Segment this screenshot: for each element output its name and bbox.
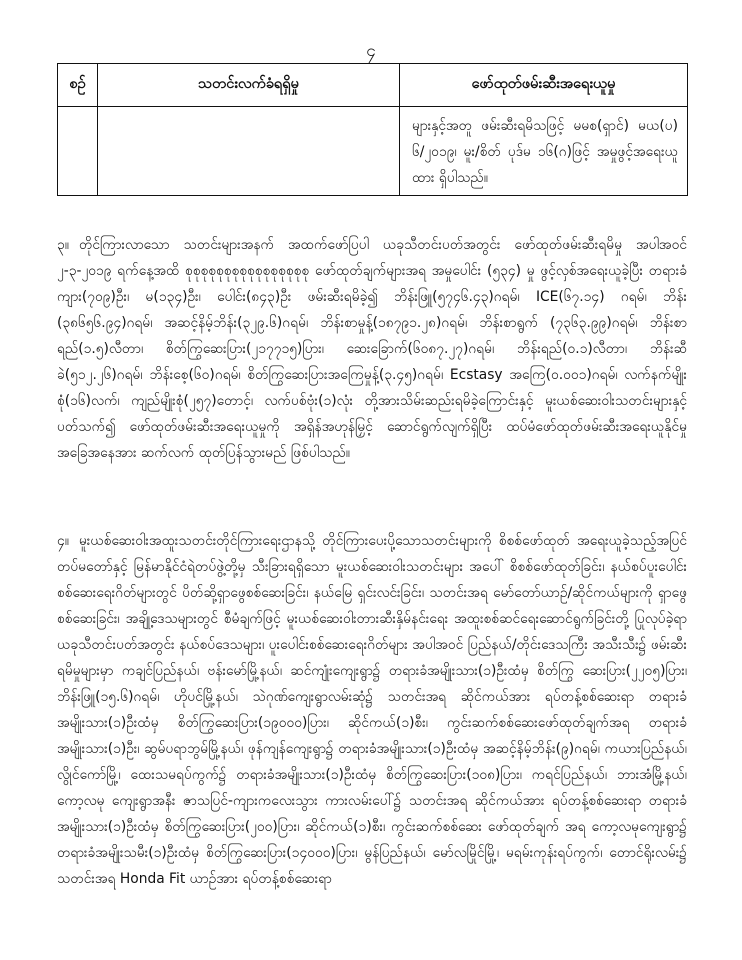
- header-action-taken: ဖော်ထုတ်ဖမ်းဆီးအရေးယူမှု: [400, 64, 688, 107]
- paragraph-number: ၄။: [57, 533, 69, 549]
- page-number: ၄: [366, 41, 376, 61]
- paragraph-text: တိုင်ကြားလာသော သတင်းများအနက် အထက်ဖော်ပြပါ ယခုသီတင်းပတ်အတွင်း ဖော်ထုတ်ဖမ်းဆီးရမိမှု အပါအဝင် ၂-၃-၂၀၁၉ ရက်နေ့အထိ စုစုစုစုစုစုစုစုစုစုစုစုစုစုစုစု ဖော်ထုတ်ချက်များအရ အမှုပေါင်း (၅၃၄) မှု ဖွင့်လှစ်အရေးယူခဲ့ပြီး တရားခံကျား(၇၀၉)ဦး၊ မ(၁၃၄)ဦး၊ ပေါင်း(၈၄၃)ဦး ဖမ်းဆီးရမိခဲ့၍ ဘိန်းဖြူ(၅၇၄၆.၄၃)ဂရမ်၊ ICE(၆၇.၁၄) ဂရမ်၊ ဘိန်း (၃၈၆၅၆.၉၄)ဂရမ်၊ အဆင့်နိမ့်ဘိန်း(၃၂၉.၆)ဂရမ်၊ ဘိန်းစာမှုန့်(၁၈၇၉၁.၂၈)ဂရမ်၊ ဘိန်းစာရွက် (၇၃၆၃.၉၉)ဂရမ်၊ ဘိန်းစာရည်(၁.၅)လီတာ၊ စိတ်ကြွဆေးပြား(၂၁၇၇၁၅)ပြား၊ ဆေးခြောက်(၆၀၈၇.၂၇)ဂရမ်၊ ဘိန်းရည်(၀.၁)လီတာ၊ ဘိန်းဆီခဲ(၅၁၂.၂၆)ဂရမ်၊ ဘိန်းစေ့(၆၀)ဂရမ်၊ စိတ်ကြွဆေးပြားအကြေမှုန့်(၃.၄၅)ဂရမ်၊ Ecstasy အကြေ(၀.၀၀၁)ဂရမ်၊ လက်နက်မျိုးစုံ(၁၆)လက်၊ ကျည်မျိုးစုံ(၂၅၇)တောင့်၊ လက်ပစ်ဗုံး(၁)လုံး တို့အားသိမ်းဆည်းရမိခဲ့ကြောင်းနှင့် မူးယစ်ဆေးဝါးသတင်းများနှင့်ပတ်သက်၍ ဖော်ထုတ်ဖမ်းဆီးအရေးယူမှုကို အရှိန်အဟုန်မြှင့် ဆောင်ရွက်လျက်ရှိပြီး ထပ်မံဖော်ထုတ်ဖမ်းဆီးအရေးယူနိုင်မှု အခြေအနေအား ဆက်လက် ထုတ်ပြန်သွားမည် ဖြစ်ပါသည်။: [57, 237, 687, 461]
- paragraph-number: ၃။: [57, 237, 69, 253]
- row-action-text: များနှင့်အတူ ဖမ်းဆီးရမိသဖြင့် မမစ(ရှာင်) မယ(ပ) ၆/၂၀၁၉၊ မူး/စိတ် ပုဒ်မ ၁၆(ဂ)ဖြင့် အမှုဖွင့်အရေးယူထား ရှိပါသည်။: [412, 118, 678, 186]
- row-action-cell: [400, 107, 688, 196]
- row-serial-cell: [58, 107, 98, 196]
- paragraph-3: [57, 232, 687, 466]
- table-row: [58, 107, 688, 196]
- header-info-received: သတင်းလက်ခံရရှိမှု: [98, 64, 400, 107]
- report-table: [57, 63, 688, 196]
- paragraph-text: မူးယစ်ဆေးဝါးအထူးသတင်းတိုင်ကြားရေးဌာနသို့ တိုင်ကြားပေးပို့သောသတင်းများကို စိစစ်ဖော်ထုတ် အရေးယူခဲ့သည့်အပြင် တပ်မတော်နှင့် မြန်မာနိုင်ငံရဲတပ်ဖွဲ့တို့မှ သီးခြားရရှိသော မူးယစ်ဆေးဝါးသတင်းများ အပေါ် စိစစ်ဖော်ထုတ်ခြင်း၊ နယ်စပ်ပူးပေါင်းစစ်ဆေးရေးဂိတ်များတွင် ပိတ်ဆို့ရှာဖွေစစ်ဆေးခြင်း၊ နယ်မြေ ရှင်းလင်းခြင်း၊ သတင်းအရ မော်တော်ယာဉ်/ဆိုင်ကယ်များကို ရှာဖွေစစ်ဆေးခြင်း၊ အချို့ဒေသများတွင် စီမံချက်ဖြင့် မူးယစ်ဆေးဝါးတားဆီးနှိမ်နင်းရေး အထူးစစ်ဆင်ရေးဆောင်ရွက်ခြင်းတို့ ပြုလုပ်ခဲ့ရာ ယခုသီတင်းပတ်အတွင်း နယ်စပ်ဒေသများ၊ ပူးပေါင်းစစ်ဆေးရေးဂိတ်များ အပါအဝင် ပြည်နယ်/တိုင်းဒေသကြီး အသီးသီး၌ ဖမ်းဆီး ရမိမှုများမှာ ကချင်ပြည်နယ်၊ ဗန်းမော်မြို့နယ်၊ ဆင်ကျုံးကျေးရွာ၌ တရားခံအမျိုးသား(၁)ဦးထံမှ စိတ်ကြွ ဆေးပြား(၂၂၀၅)ပြား၊ ဘိန်းဖြူ(၁၅.၆)ဂရမ်၊ ဟိုပင်မြို့နယ်၊ သဲဂုဏ်ကျေးရွာလမ်းဆုံ၌ သတင်းအရ ဆိုင်ကယ်အား ရပ်တန့်စစ်ဆေးရာ တရားခံအမျိုးသား(၁)ဦးထံမှ စိတ်ကြွဆေးပြား(၁၉၀၀၀)ပြား၊ ဆိုင်ကယ်(၁)စီး၊ ကွင်းဆက်စစ်ဆေးဖော်ထုတ်ချက်အရ တရားခံအမျိုးသား(၁)ဦး၊ ဆွမ်ပရာဘွမ်မြို့နယ်၊ ဖုန်ကျန်ကျေးရွာ၌ တရားခံအမျိုးသား(၁)ဦးထံမှ အဆင့်နိမ့်ဘိန်း(၉)ဂရမ်၊ ကယားပြည်နယ်၊ လွိုင်ကော်မြို့၊ ထေးသမရပ်ကွက်၌ တရားခံအမျိုးသား(၁)ဦးထံမှ စိတ်ကြွဆေးပြား(၁၀၈)ပြား၊ ကရင်ပြည်နယ်၊ ဘားအံမြို့နယ်၊ ကော့လမု ကျေးရွာအနီး ဇာသပြင်-ကျားကလေးသွား ကားလမ်းပေါ်၌ သတင်းအရ ဆိုင်ကယ်အား ရပ်တန့်စစ်ဆေးရာ တရားခံအမျိုးသား(၁)ဦးထံမှ စိတ်ကြွဆေးပြား(၂၀၀)ပြား၊ ဆိုင်ကယ်(၁)စီး၊ ကွင်းဆက်စစ်ဆေး ဖော်ထုတ်ချက် အရ ကော့လမုကျေးရွာ၌ တရားခံအမျိုးသမီး(၁)ဦးထံမှ စိတ်ကြွဆေးပြား(၁၄၀၀၀)ပြား၊ မွန်ပြည်နယ်၊ မော်လမြိုင်မြို့၊ မရမ်းကုန်းရပ်ကွက်၊ တောင်ရိုးလမ်း၌ သတင်းအရ Honda Fit ယာဉ်အား ရပ်တန့်စစ်ဆေးရာ: [57, 533, 687, 887]
- table-header-row: [58, 64, 688, 107]
- row-info-cell: [98, 107, 400, 196]
- paragraph-4: [57, 528, 687, 892]
- header-serial-no: စဉ်: [58, 64, 98, 107]
